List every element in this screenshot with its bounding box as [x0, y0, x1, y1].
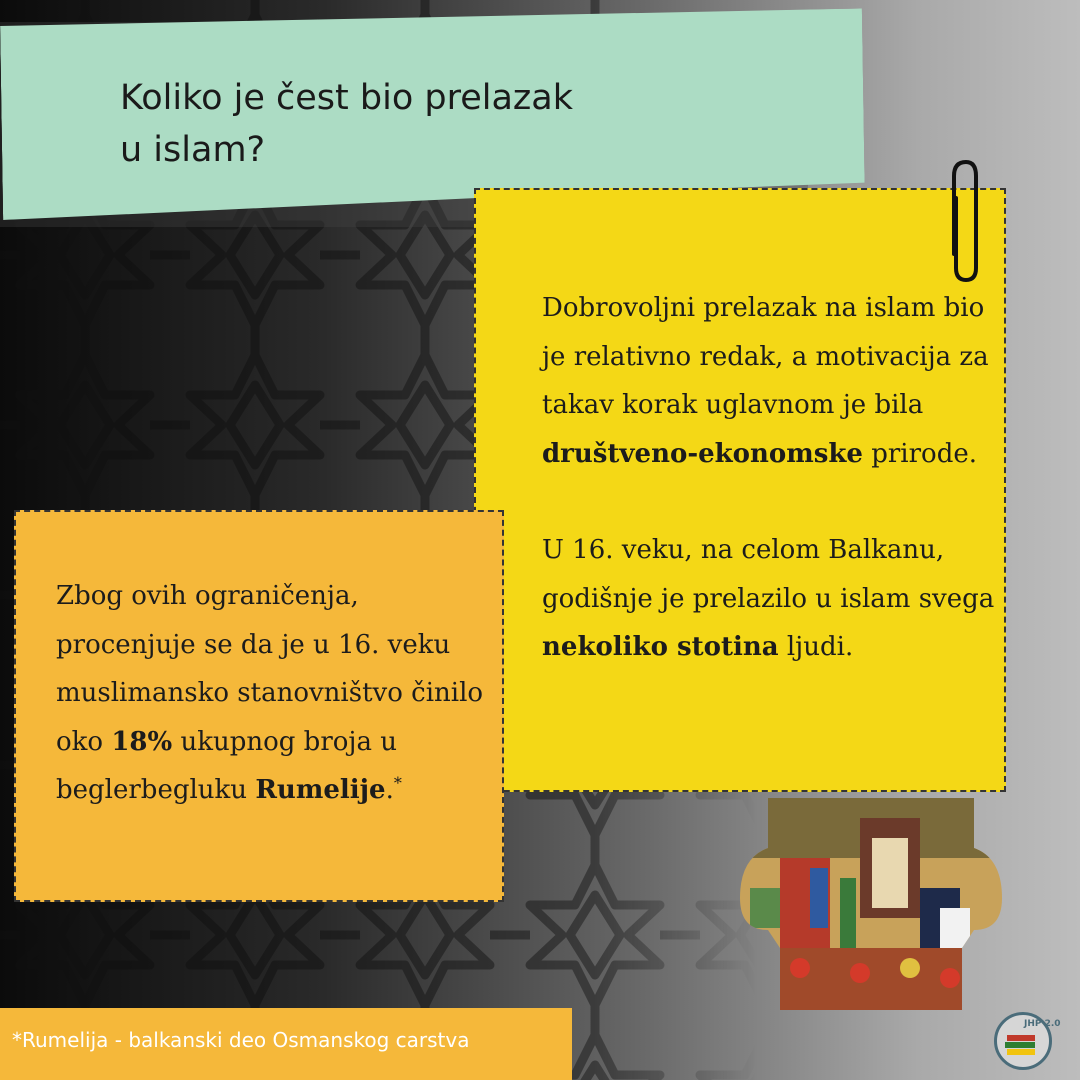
p1-bold: društveno-ekonomske [542, 438, 863, 469]
orange-text-1: Zbog ovih ograničenja, procenjuje se da je u 16. veku muslimansko stanovništvo činilo oko [56, 581, 484, 757]
title-line-2: u islam? [120, 130, 266, 170]
title-line-1: Koliko je čest bio prelazak [120, 78, 573, 118]
orange-card-body [56, 572, 496, 815]
page-title [120, 72, 740, 176]
orange-text-2: ukupnog broja u beglerbegluku [56, 726, 397, 805]
orange-text-3: . [385, 775, 394, 805]
footnote-asterisk: * [393, 773, 402, 793]
books-icon [1003, 1031, 1043, 1061]
orange-bold-rumelija: Rumelije [255, 775, 386, 805]
logo-label: JHP 2.0 [1024, 1019, 1061, 1029]
jhp-logo [994, 1012, 1061, 1070]
p2-text-end: ljudi. [778, 632, 854, 662]
yellow-card-paragraph-2 [542, 526, 1002, 672]
yellow-card-paragraph-1 [542, 284, 1002, 478]
footnote-bar [0, 1008, 572, 1080]
orange-info-card [14, 510, 504, 902]
yellow-info-card [474, 188, 1006, 792]
paperclip-icon [948, 158, 984, 284]
p2-bold: nekoliko stotina [542, 632, 779, 662]
p2-text: U 16. veku, na celom Balkanu, godišnje je prelazilo u islam svega [542, 535, 995, 614]
yellow-card-body [542, 284, 1002, 672]
footnote-text: *Rumelija - balkanski deo Osmanskog carstva [12, 1028, 470, 1052]
p1-text: Dobrovoljni prelazak na islam bio je relativno redak, a motivacija za takav korak uglavnom je bila [542, 293, 989, 420]
ottoman-miniature-image [740, 798, 1002, 1010]
p1-text-end: prirode. [862, 438, 977, 469]
orange-bold-percent: 18% [111, 726, 173, 757]
